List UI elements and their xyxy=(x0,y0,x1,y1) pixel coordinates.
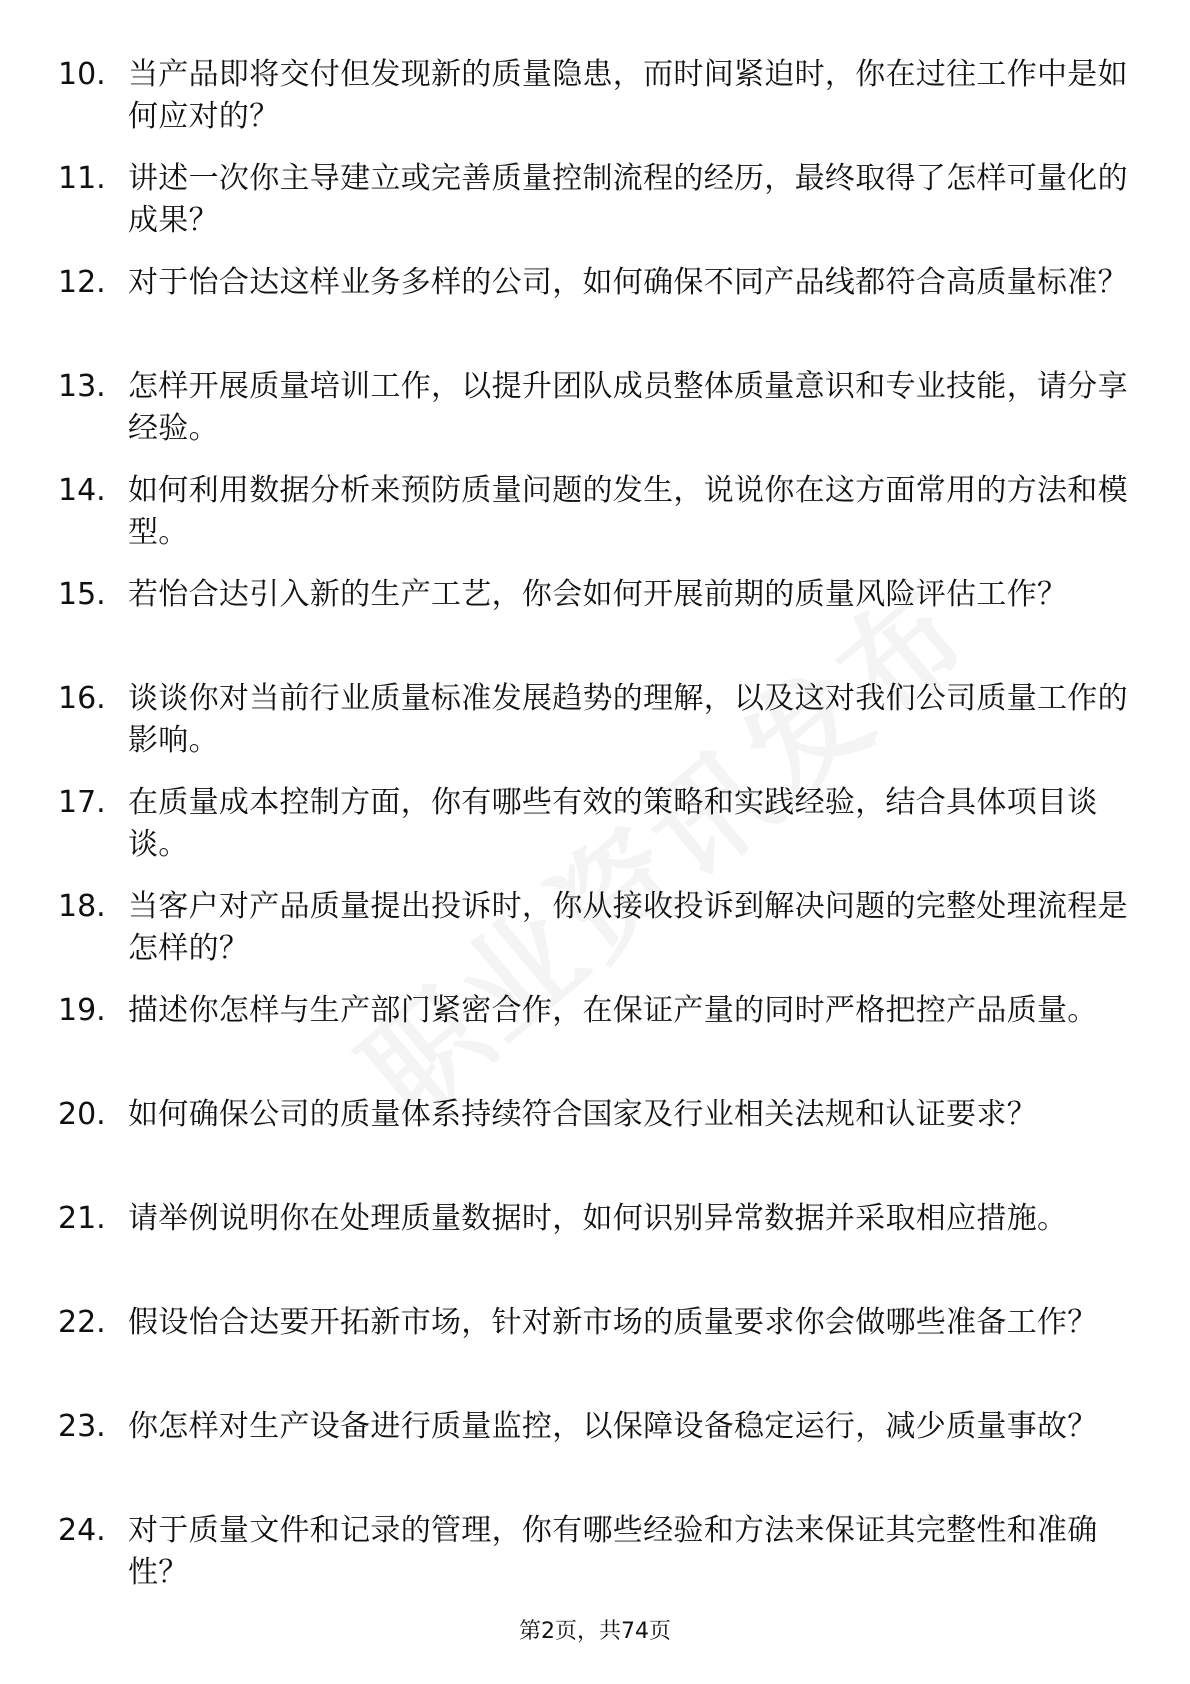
question-number: 18. xyxy=(58,889,106,924)
question-item xyxy=(0,1510,1190,1594)
question-text: 当产品即将交付但发现新的质量隐患，而时间紧迫时，你在过往工作中是如何应对的？ xyxy=(128,57,1128,134)
question-number: 14. xyxy=(58,473,106,508)
question-text: 对于质量文件和记录的管理，你有哪些经验和方法来保证其完整性和准确性？ xyxy=(128,1513,1098,1590)
question-item xyxy=(0,678,1190,762)
question-text: 请举例说明你在处理质量数据时，如何识别异常数据并采取相应措施。 xyxy=(128,1201,1068,1236)
question-item xyxy=(0,366,1190,450)
question-text: 如何确保公司的质量体系持续符合国家及行业相关法规和认证要求？ xyxy=(128,1097,1037,1132)
question-text: 谈谈你对当前行业质量标准发展趋势的理解，以及这对我们公司质量工作的影响。 xyxy=(128,681,1128,758)
question-item xyxy=(0,470,1190,554)
question-item xyxy=(0,1406,1190,1490)
question-text: 讲述一次你主导建立或完善质量控制流程的经历，最终取得了怎样可量化的成果？ xyxy=(128,161,1128,238)
question-item xyxy=(0,1094,1190,1178)
page-number-footer: 第2页，共74页 xyxy=(519,1619,671,1644)
question-item xyxy=(0,782,1190,866)
question-text: 对于怡合达这样业务多样的公司，如何确保不同产品线都符合高质量标准？ xyxy=(128,265,1128,300)
question-number: 10. xyxy=(58,57,106,92)
question-number: 21. xyxy=(58,1201,106,1236)
question-item xyxy=(0,54,1190,138)
question-item xyxy=(0,574,1190,658)
question-text: 若怡合达引入新的生产工艺，你会如何开展前期的质量风险评估工作？ xyxy=(128,577,1068,612)
question-item xyxy=(0,990,1190,1074)
question-number: 15. xyxy=(58,577,106,612)
question-item xyxy=(0,1198,1190,1282)
question-number: 20. xyxy=(58,1097,106,1132)
question-number: 11. xyxy=(58,161,106,196)
question-number: 22. xyxy=(58,1305,106,1340)
question-text: 当客户对产品质量提出投诉时，你从接收投诉到解决问题的完整处理流程是怎样的？ xyxy=(128,889,1128,966)
question-item xyxy=(0,262,1190,346)
question-text: 假设怡合达要开拓新市场，针对新市场的质量要求你会做哪些准备工作？ xyxy=(128,1305,1098,1340)
question-number: 16. xyxy=(58,681,106,716)
question-number: 24. xyxy=(58,1513,106,1548)
question-list xyxy=(0,54,1190,1614)
question-number: 19. xyxy=(58,993,106,1028)
question-number: 17. xyxy=(58,785,106,820)
question-text: 描述你怎样与生产部门紧密合作，在保证产量的同时严格把控产品质量。 xyxy=(128,993,1098,1028)
question-item xyxy=(0,886,1190,970)
question-text: 你怎样对生产设备进行质量监控，以保障设备稳定运行，减少质量事故？ xyxy=(128,1409,1098,1444)
question-number: 13. xyxy=(58,369,106,404)
question-number: 12. xyxy=(58,265,106,300)
question-text: 在质量成本控制方面，你有哪些有效的策略和实践经验，结合具体项目谈谈。 xyxy=(128,785,1098,862)
question-item xyxy=(0,158,1190,242)
question-number: 23. xyxy=(58,1409,106,1444)
question-text: 怎样开展质量培训工作，以提升团队成员整体质量意识和专业技能，请分享经验。 xyxy=(128,369,1128,446)
question-text: 如何利用数据分析来预防质量问题的发生，说说你在这方面常用的方法和模型。 xyxy=(128,473,1128,550)
question-item xyxy=(0,1302,1190,1386)
